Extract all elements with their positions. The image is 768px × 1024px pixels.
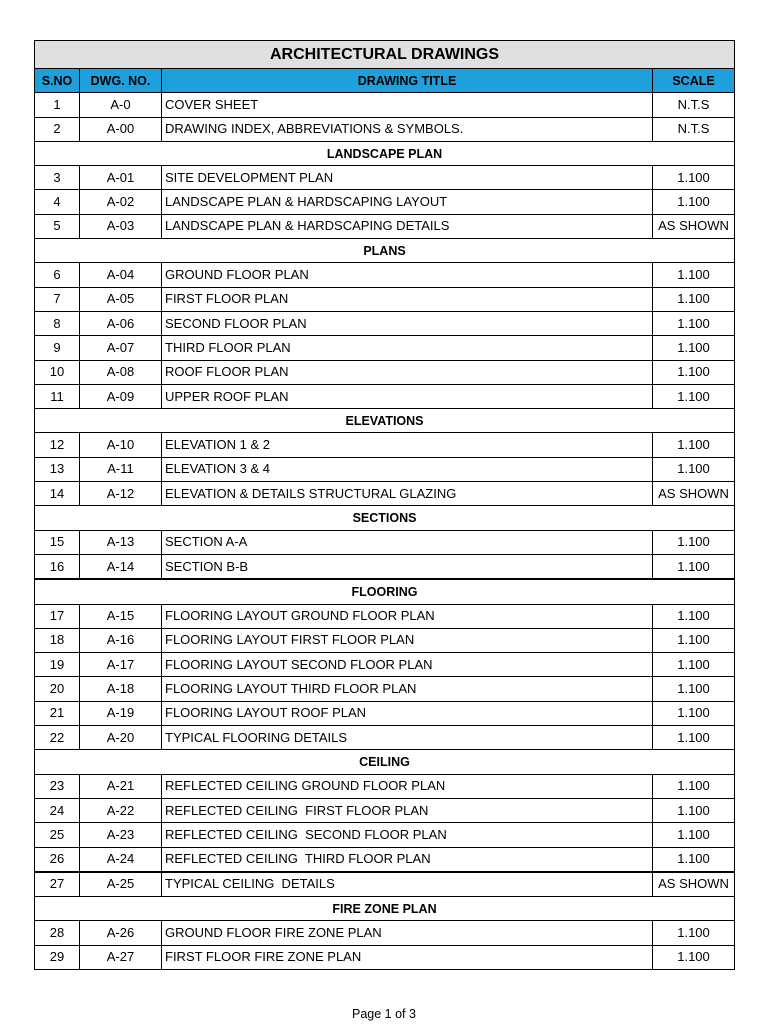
row-scale: N.T.S	[653, 117, 735, 141]
table-row	[35, 677, 735, 701]
row-scale: 1.100	[653, 653, 735, 677]
row-scale: 1.100	[653, 336, 735, 360]
row-drawing-title: REFLECTED CEILING SECOND FLOOR PLAN	[162, 823, 653, 847]
row-dwg-no: A-03	[80, 214, 162, 238]
row-dwg-no: A-23	[80, 823, 162, 847]
table-row	[35, 945, 735, 969]
row-dwg-no: A-24	[80, 847, 162, 872]
row-sno: 1	[35, 93, 80, 117]
table-row	[35, 653, 735, 677]
row-sno: 19	[35, 653, 80, 677]
row-dwg-no: A-14	[80, 554, 162, 579]
table-row	[35, 726, 735, 750]
table-row	[35, 847, 735, 872]
table-row	[35, 457, 735, 481]
row-sno: 11	[35, 384, 80, 408]
row-sno: 23	[35, 774, 80, 798]
row-scale: 1.100	[653, 384, 735, 408]
table-row	[35, 287, 735, 311]
row-sno: 27	[35, 872, 80, 897]
table-row	[35, 93, 735, 117]
table-row	[35, 166, 735, 190]
row-drawing-title: FLOORING LAYOUT SECOND FLOOR PLAN	[162, 653, 653, 677]
row-drawing-title: TYPICAL CEILING DETAILS	[162, 872, 653, 897]
row-dwg-no: A-22	[80, 798, 162, 822]
row-dwg-no: A-17	[80, 653, 162, 677]
section-header-row	[35, 239, 735, 263]
section-title: FIRE ZONE PLAN	[35, 897, 735, 921]
row-scale: AS SHOWN	[653, 214, 735, 238]
row-scale: 1.100	[653, 360, 735, 384]
row-sno: 29	[35, 945, 80, 969]
row-drawing-title: UPPER ROOF PLAN	[162, 384, 653, 408]
section-title: PLANS	[35, 239, 735, 263]
table-row	[35, 872, 735, 897]
table-row	[35, 263, 735, 287]
row-scale: 1.100	[653, 628, 735, 652]
table-row	[35, 336, 735, 360]
row-drawing-title: SECTION B-B	[162, 554, 653, 579]
row-scale: 1.100	[653, 945, 735, 969]
table-row	[35, 921, 735, 945]
row-dwg-no: A-10	[80, 433, 162, 457]
row-dwg-no: A-15	[80, 604, 162, 628]
table-row	[35, 311, 735, 335]
row-dwg-no: A-12	[80, 482, 162, 506]
section-header-row	[35, 579, 735, 604]
row-sno: 12	[35, 433, 80, 457]
row-drawing-title: FLOORING LAYOUT THIRD FLOOR PLAN	[162, 677, 653, 701]
row-drawing-title: ELEVATION 3 & 4	[162, 457, 653, 481]
row-dwg-no: A-05	[80, 287, 162, 311]
row-scale: 1.100	[653, 701, 735, 725]
row-sno: 8	[35, 311, 80, 335]
section-title: LANDSCAPE PLAN	[35, 141, 735, 165]
row-drawing-title: GROUND FLOOR FIRE ZONE PLAN	[162, 921, 653, 945]
row-sno: 10	[35, 360, 80, 384]
section-header-row	[35, 506, 735, 530]
section-header-row	[35, 897, 735, 921]
row-scale: 1.100	[653, 921, 735, 945]
row-dwg-no: A-09	[80, 384, 162, 408]
table-row	[35, 190, 735, 214]
row-dwg-no: A-25	[80, 872, 162, 897]
row-scale: 1.100	[653, 774, 735, 798]
row-drawing-title: ROOF FLOOR PLAN	[162, 360, 653, 384]
row-sno: 13	[35, 457, 80, 481]
row-dwg-no: A-27	[80, 945, 162, 969]
row-dwg-no: A-20	[80, 726, 162, 750]
row-scale: 1.100	[653, 798, 735, 822]
row-sno: 18	[35, 628, 80, 652]
row-dwg-no: A-13	[80, 530, 162, 554]
row-scale: 1.100	[653, 726, 735, 750]
row-scale: 1.100	[653, 847, 735, 872]
row-scale: N.T.S	[653, 93, 735, 117]
row-drawing-title: REFLECTED CEILING FIRST FLOOR PLAN	[162, 798, 653, 822]
row-scale: 1.100	[653, 166, 735, 190]
row-sno: 7	[35, 287, 80, 311]
row-drawing-title: REFLECTED CEILING GROUND FLOOR PLAN	[162, 774, 653, 798]
row-dwg-no: A-00	[80, 117, 162, 141]
row-scale: 1.100	[653, 457, 735, 481]
row-drawing-title: FIRST FLOOR PLAN	[162, 287, 653, 311]
row-scale: 1.100	[653, 433, 735, 457]
section-title: FLOORING	[35, 579, 735, 604]
row-drawing-title: ELEVATION & DETAILS STRUCTURAL GLAZING	[162, 482, 653, 506]
row-dwg-no: A-11	[80, 457, 162, 481]
table-row	[35, 604, 735, 628]
row-drawing-title: COVER SHEET	[162, 93, 653, 117]
row-dwg-no: A-21	[80, 774, 162, 798]
row-dwg-no: A-07	[80, 336, 162, 360]
row-drawing-title: THIRD FLOOR PLAN	[162, 336, 653, 360]
table-row	[35, 433, 735, 457]
row-scale: 1.100	[653, 287, 735, 311]
row-sno: 26	[35, 847, 80, 872]
row-sno: 17	[35, 604, 80, 628]
row-dwg-no: A-04	[80, 263, 162, 287]
table-row	[35, 117, 735, 141]
table-row	[35, 823, 735, 847]
row-sno: 9	[35, 336, 80, 360]
row-dwg-no: A-0	[80, 93, 162, 117]
header-sno: S.NO	[35, 69, 80, 93]
row-dwg-no: A-06	[80, 311, 162, 335]
row-dwg-no: A-19	[80, 701, 162, 725]
section-header-row	[35, 141, 735, 165]
page-footer: Page 1 of 3	[352, 1007, 416, 1021]
row-scale: 1.100	[653, 263, 735, 287]
table-title: ARCHITECTURAL DRAWINGS	[35, 41, 735, 69]
row-scale: 1.100	[653, 311, 735, 335]
row-drawing-title: REFLECTED CEILING THIRD FLOOR PLAN	[162, 847, 653, 872]
row-sno: 2	[35, 117, 80, 141]
row-drawing-title: GROUND FLOOR PLAN	[162, 263, 653, 287]
table-row	[35, 384, 735, 408]
row-drawing-title: FLOORING LAYOUT FIRST FLOOR PLAN	[162, 628, 653, 652]
table-row	[35, 214, 735, 238]
row-dwg-no: A-18	[80, 677, 162, 701]
section-header-row	[35, 750, 735, 774]
row-scale: AS SHOWN	[653, 482, 735, 506]
row-scale: 1.100	[653, 823, 735, 847]
section-title: ELEVATIONS	[35, 409, 735, 433]
row-sno: 21	[35, 701, 80, 725]
row-sno: 20	[35, 677, 80, 701]
row-drawing-title: ELEVATION 1 & 2	[162, 433, 653, 457]
row-dwg-no: A-08	[80, 360, 162, 384]
row-drawing-title: LANDSCAPE PLAN & HARDSCAPING DETAILS	[162, 214, 653, 238]
row-sno: 14	[35, 482, 80, 506]
header-drawing-title: DRAWING TITLE	[162, 69, 653, 93]
table-row	[35, 774, 735, 798]
column-header-row	[35, 69, 735, 93]
table-row	[35, 482, 735, 506]
row-dwg-no: A-01	[80, 166, 162, 190]
row-scale: 1.100	[653, 190, 735, 214]
table-row	[35, 701, 735, 725]
row-drawing-title: FLOORING LAYOUT ROOF PLAN	[162, 701, 653, 725]
row-dwg-no: A-02	[80, 190, 162, 214]
table-row	[35, 530, 735, 554]
row-dwg-no: A-26	[80, 921, 162, 945]
row-drawing-title: TYPICAL FLOORING DETAILS	[162, 726, 653, 750]
row-scale: 1.100	[653, 554, 735, 579]
row-sno: 15	[35, 530, 80, 554]
row-sno: 16	[35, 554, 80, 579]
row-scale: 1.100	[653, 604, 735, 628]
row-sno: 6	[35, 263, 80, 287]
row-drawing-title: SECOND FLOOR PLAN	[162, 311, 653, 335]
header-dwg-no: DWG. NO.	[80, 69, 162, 93]
row-sno: 25	[35, 823, 80, 847]
section-header-row	[35, 409, 735, 433]
row-drawing-title: SITE DEVELOPMENT PLAN	[162, 166, 653, 190]
row-sno: 22	[35, 726, 80, 750]
drawing-list-sheet	[34, 40, 734, 970]
row-sno: 24	[35, 798, 80, 822]
row-scale: 1.100	[653, 530, 735, 554]
row-drawing-title: FLOORING LAYOUT GROUND FLOOR PLAN	[162, 604, 653, 628]
table-row	[35, 360, 735, 384]
table-row	[35, 554, 735, 579]
row-dwg-no: A-16	[80, 628, 162, 652]
table-title-row	[35, 41, 735, 69]
row-drawing-title: LANDSCAPE PLAN & HARDSCAPING LAYOUT	[162, 190, 653, 214]
drawings-table	[34, 40, 735, 970]
row-sno: 5	[35, 214, 80, 238]
row-sno: 3	[35, 166, 80, 190]
row-scale: 1.100	[653, 677, 735, 701]
row-scale: AS SHOWN	[653, 872, 735, 897]
table-row	[35, 798, 735, 822]
row-sno: 4	[35, 190, 80, 214]
row-drawing-title: SECTION A-A	[162, 530, 653, 554]
header-scale: SCALE	[653, 69, 735, 93]
row-sno: 28	[35, 921, 80, 945]
table-row	[35, 628, 735, 652]
section-title: SECTIONS	[35, 506, 735, 530]
row-drawing-title: DRAWING INDEX, ABBREVIATIONS & SYMBOLS.	[162, 117, 653, 141]
row-drawing-title: FIRST FLOOR FIRE ZONE PLAN	[162, 945, 653, 969]
section-title: CEILING	[35, 750, 735, 774]
